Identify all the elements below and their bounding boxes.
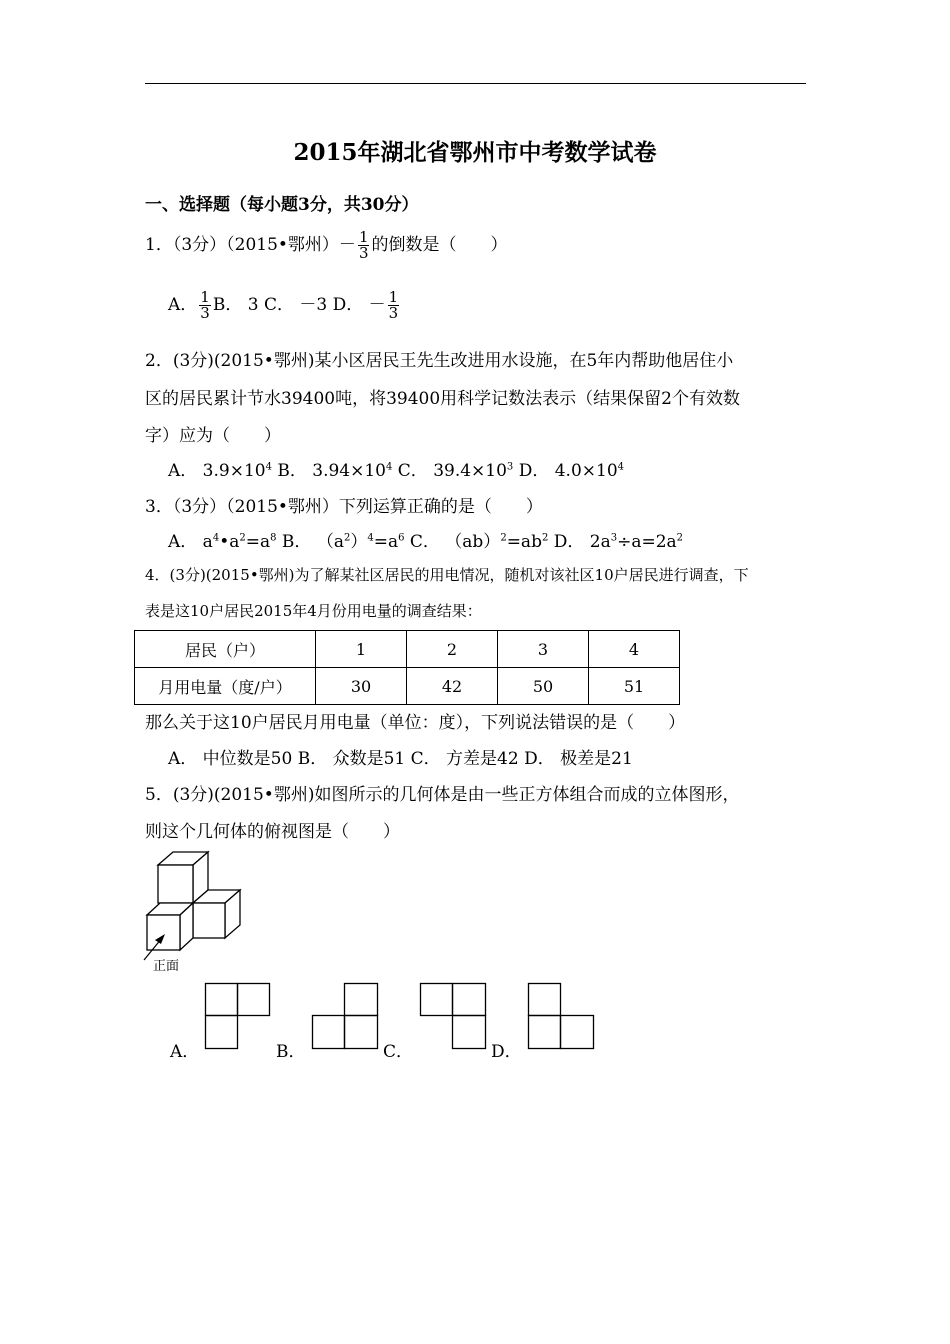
electricity-table bbox=[134, 630, 680, 705]
q1-opt-d-fraction: $\frac{1}{3}$ bbox=[388, 288, 399, 322]
option-c-figure bbox=[420, 983, 488, 1051]
option-d-figure bbox=[528, 983, 596, 1051]
right-cube-front-face bbox=[193, 903, 225, 938]
q1-opt-a-fraction: $\frac{1}{3}$ bbox=[200, 288, 210, 322]
q2-line-2: 区的居民累计节水39400吨，将39400用科学记数法表示（结果保留2个有效数 bbox=[145, 389, 740, 409]
q2-line-1: 2．(3分)(2015•鄂州)某小区居民王先生改进用水设施，在5年内帮助他居住小 bbox=[145, 351, 734, 371]
front-cube-front-face bbox=[147, 915, 180, 950]
table-cell: 1 bbox=[316, 631, 407, 668]
q5-line-1: 5．(3分)(2015•鄂州)如图所示的几何体是由一些正方体组合而成的立体图形， bbox=[145, 785, 740, 805]
section-heading: 一、选择题（每小题3分，共30分） bbox=[145, 195, 419, 215]
table-cell: 30 bbox=[316, 668, 407, 705]
q5-opt-a-label: A． bbox=[170, 1042, 200, 1062]
top-cube-front-face bbox=[158, 865, 193, 903]
q2-line-3: 字）应为（ ） bbox=[145, 426, 281, 446]
page-title: 2015年湖北省鄂州市中考数学试卷 bbox=[293, 139, 657, 166]
table-cell: 51 bbox=[589, 668, 680, 705]
q3-line-1: 3．（3分）（2015•鄂州）下列运算正确的是（ ） bbox=[145, 497, 543, 517]
q4-line-1: 4．(3分)(2015•鄂州)为了解某社区居民的用电情况，随机对该社区10户居民进行调查，下 bbox=[145, 566, 749, 584]
front-label: 正面 bbox=[153, 959, 180, 974]
option-a-figure bbox=[205, 983, 273, 1051]
q1-prefix: 1．（3分）（2015•鄂州）－ bbox=[145, 235, 356, 255]
table-cell: 50 bbox=[498, 668, 589, 705]
q4-options: A． 中位数是50 B． 众数是51 C． 方差是42 D． 极差是21 bbox=[168, 749, 633, 769]
q1-options bbox=[168, 290, 401, 321]
table-cell: 42 bbox=[407, 668, 498, 705]
table-row bbox=[135, 631, 680, 668]
table-cell: 月用电量（度/户） bbox=[135, 668, 316, 705]
q1-fraction: $\frac{1}{3}$ bbox=[358, 228, 369, 262]
q4-line-2: 表是这10户居民2015年4月份用电量的调查结果： bbox=[145, 602, 482, 620]
table-cell: 4 bbox=[589, 631, 680, 668]
top-rule bbox=[145, 83, 806, 84]
q3-options: A． $a^4•a^2=a^8$ B． $(a^2)^4=a^6$ C． $(ab)^2=ab^2$ D． $2a^3\div a=2a^2$ bbox=[168, 532, 684, 552]
q5-opt-c-label: C． bbox=[383, 1042, 414, 1062]
question-1 bbox=[145, 230, 507, 261]
q4-line-3: 那么关于这10户居民月用电量（单位：度），下列说法错误的是（ ） bbox=[145, 713, 686, 733]
q1-opt-a-label: A． bbox=[168, 295, 198, 315]
table-cell: 居民（户） bbox=[135, 631, 316, 668]
q5-line-2: 则这个几何体的俯视图是（ ） bbox=[145, 822, 400, 842]
option-b-figure bbox=[312, 983, 380, 1051]
cube-figure bbox=[140, 850, 250, 975]
table-row bbox=[135, 668, 680, 705]
table-cell: 2 bbox=[407, 631, 498, 668]
table-cell: 3 bbox=[498, 631, 589, 668]
q1-suffix: 的倒数是（ ） bbox=[371, 235, 508, 255]
q1-opt-bcd: B． 3 C． －3 D． － bbox=[212, 295, 386, 315]
q2-options: A． $3.9\times 10^4$ B． $3.94\times 10^4$ C． $39.4\times 10^3$ D． $4.0\times 10^4$ bbox=[168, 461, 625, 481]
q5-opt-b-label: B． bbox=[276, 1042, 306, 1062]
q5-opt-d-label: D． bbox=[491, 1042, 522, 1062]
